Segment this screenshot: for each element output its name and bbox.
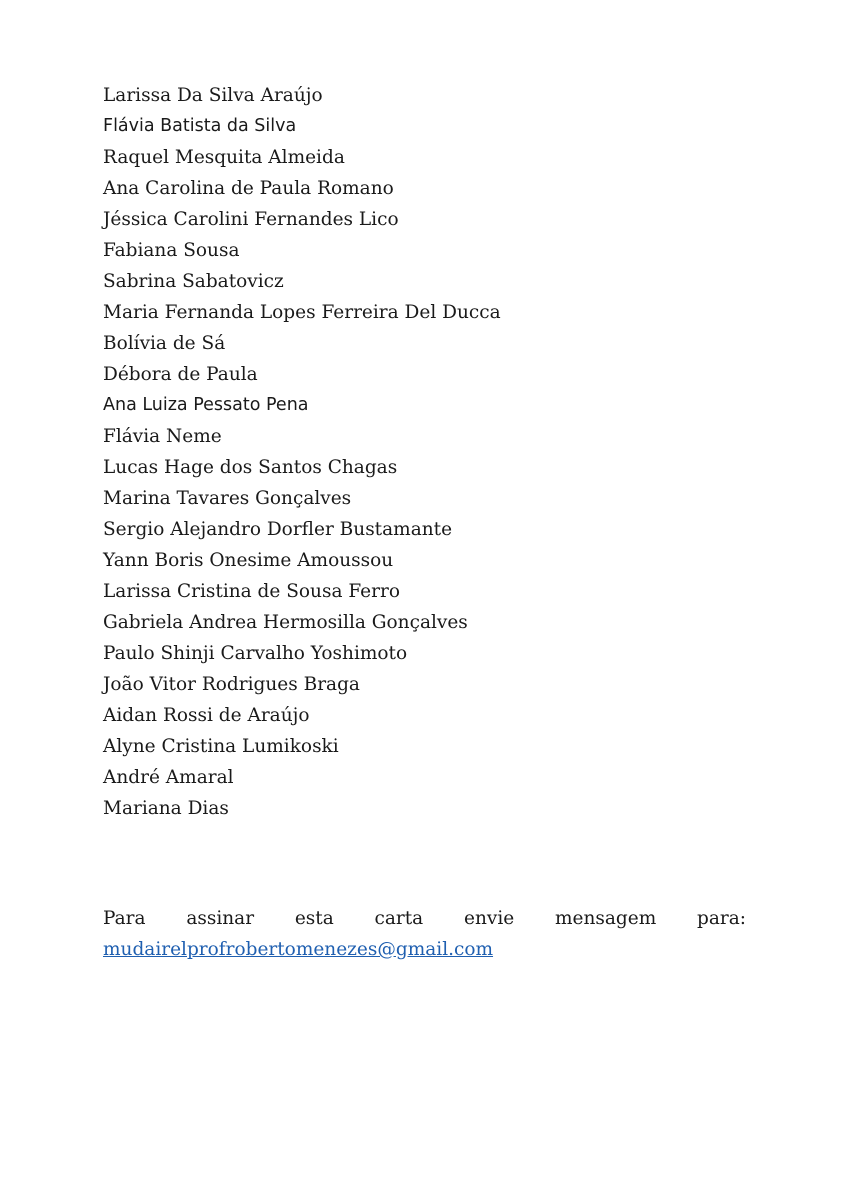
signatory-name: Mariana Dias	[103, 798, 229, 819]
signatory-name: Aidan Rossi de Araújo	[103, 705, 310, 726]
signatory-name: Débora de Paula	[103, 364, 258, 385]
email-link[interactable]: mudairelprofrobertomenezes@gmail.com	[103, 939, 494, 960]
signatory-name: Sergio Alejandro Dorfler Bustamante	[103, 519, 453, 540]
signatory-name: Gabriela Andrea Hermosilla Gonçalves	[103, 612, 468, 633]
sign-instruction	[103, 903, 746, 965]
signatory-name: Sabrina Sabatovicz	[103, 271, 284, 292]
sign-word: carta	[374, 908, 424, 929]
signatory-name: João Vitor Rodrigues Braga	[103, 674, 360, 695]
sign-instruction-text	[103, 903, 746, 934]
signatory-name: Bolívia de Sá	[103, 333, 226, 354]
sign-word: para:	[697, 908, 746, 929]
signatory-name: Larissa Cristina de Sousa Ferro	[103, 581, 400, 602]
signatory-name: Maria Fernanda Lopes Ferreira Del Ducca	[103, 302, 501, 323]
signatory-name: Flávia Batista da Silva	[103, 116, 297, 136]
signatory-name: Marina Tavares Gonçalves	[103, 488, 352, 509]
signatory-name: Flávia Neme	[103, 426, 222, 447]
signatory-name: Ana Luiza Pessato Pena	[103, 395, 309, 415]
signatory-list	[103, 80, 753, 824]
signatory-name: Fabiana Sousa	[103, 240, 240, 261]
signatory-name: André Amaral	[103, 767, 234, 788]
sign-word: envie	[464, 908, 515, 929]
signatory-name: Alyne Cristina Lumikoski	[103, 736, 339, 757]
signatory-name: Ana Carolina de Paula Romano	[103, 178, 394, 199]
signatory-name: Jéssica Carolini Fernandes Lico	[103, 209, 399, 230]
signatory-name: Paulo Shinji Carvalho Yoshimoto	[103, 643, 408, 664]
signatory-name: Yann Boris Onesime Amoussou	[103, 550, 394, 571]
signatory-name: Lucas Hage dos Santos Chagas	[103, 457, 398, 478]
signatory-name: Raquel Mesquita Almeida	[103, 147, 345, 168]
sign-word: Para	[103, 908, 146, 929]
sign-word: assinar	[186, 908, 255, 929]
sign-word: esta	[294, 908, 334, 929]
signatory-name: Larissa Da Silva Araújo	[103, 85, 323, 106]
sign-word: mensagem	[554, 908, 657, 929]
